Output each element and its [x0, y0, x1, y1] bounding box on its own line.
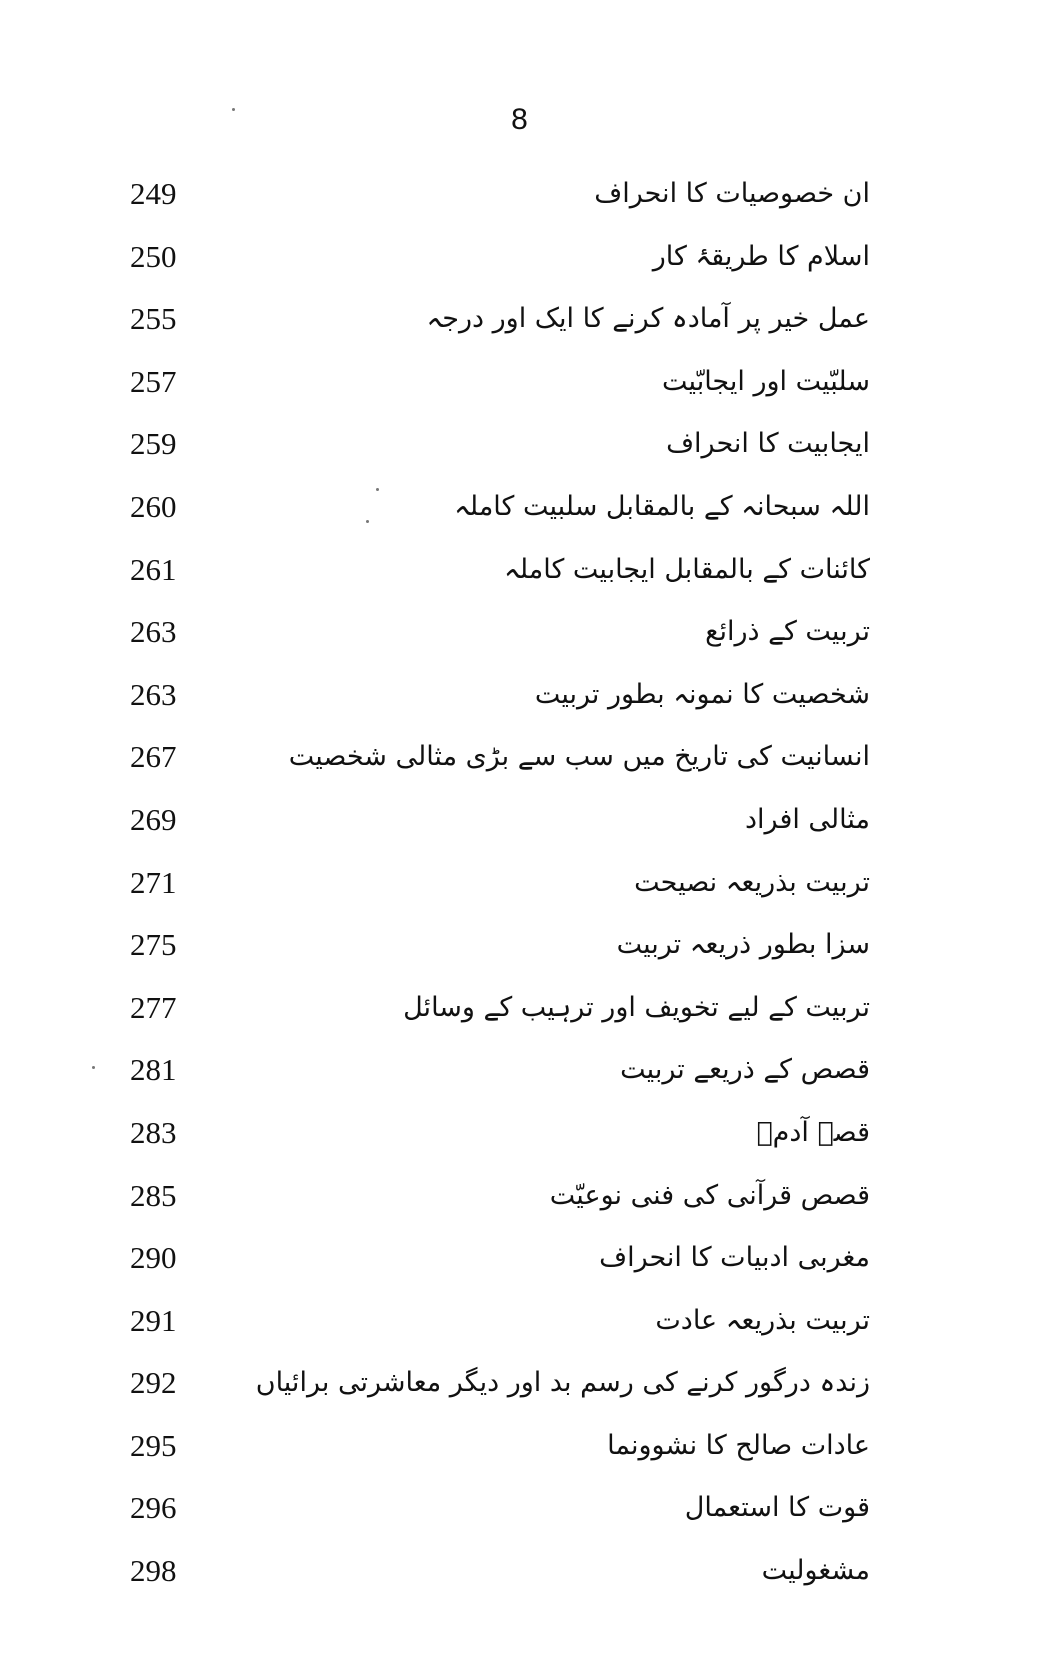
toc-entry	[130, 855, 870, 918]
toc-title: زندہ درگور کرنے کی رسم بد اور دیگر معاشرتی برائیاں	[255, 1367, 870, 1399]
toc-page-number: 295	[130, 1427, 177, 1463]
toc-title: تربیت کے ذرائع	[705, 616, 870, 648]
toc-page-number: 250	[130, 238, 177, 274]
toc-page-number: 260	[130, 488, 177, 524]
toc-entry	[130, 917, 870, 980]
toc-title: تربیت بذریعہ نصیحت	[634, 866, 870, 898]
toc-entry	[130, 1168, 870, 1231]
toc-page-number: 277	[130, 989, 177, 1025]
toc-title: تربیت بذریعہ عادت	[655, 1304, 870, 1336]
toc-page-number: 285	[130, 1177, 177, 1213]
toc-entry	[130, 1042, 870, 1105]
toc-page-number: 269	[130, 801, 177, 837]
toc-page-number: 263	[130, 676, 177, 712]
toc-entry	[130, 416, 870, 479]
toc-title: اللہ سبحانہ کے بالمقابل سلبیت کاملہ	[454, 490, 870, 522]
toc-page-number: 283	[130, 1114, 177, 1150]
toc-page-number: 291	[130, 1302, 177, 1338]
toc-entry	[130, 1418, 870, 1481]
toc-page-number: 271	[130, 864, 177, 900]
toc-entry	[130, 1355, 870, 1418]
toc-page-number: 261	[130, 551, 177, 587]
scan-speck	[232, 108, 235, 111]
toc-entry	[130, 166, 870, 229]
scan-speck	[366, 520, 369, 523]
toc-page-number: 296	[130, 1490, 177, 1526]
toc-entry	[130, 1293, 870, 1356]
toc-page-number: 292	[130, 1365, 177, 1401]
toc-entry	[130, 229, 870, 292]
toc-entry	[130, 792, 870, 855]
toc-title: قصص کے ذریعے تربیت	[620, 1054, 870, 1086]
toc-page-number: 275	[130, 927, 177, 963]
toc-page-number: 290	[130, 1240, 177, 1276]
toc-entry	[130, 667, 870, 730]
scan-speck	[376, 488, 379, 491]
toc-page-number: 259	[130, 426, 177, 462]
toc-title: عمل خیر پر آمادہ کرنے کا ایک اور درجہ	[426, 303, 870, 335]
toc-title: عادات صالح کا نشوونما	[607, 1429, 870, 1461]
toc-title: مثالی افراد	[745, 803, 870, 835]
toc-entry	[130, 604, 870, 667]
toc-title: ایجابیت کا انحراف	[666, 428, 870, 460]
toc-page-number: 267	[130, 739, 177, 775]
toc-page-number: 255	[130, 301, 177, 337]
toc-title: کائنات کے بالمقابل ایجابیت کاملہ	[504, 553, 870, 585]
scan-speck	[92, 1066, 95, 1069]
toc-page-number: 257	[130, 363, 177, 399]
toc-title: سزا بطور ذریعہ تربیت	[616, 929, 870, 961]
toc-entry	[130, 1230, 870, 1293]
toc-title: مغربی ادبیات کا انحراف	[599, 1242, 870, 1274]
toc-title: اسلام کا طریقۂ کار	[652, 240, 870, 272]
toc-title: قوت کا استعمال	[684, 1492, 870, 1524]
toc-entry	[130, 542, 870, 605]
toc-title: قصہ آدمؑ	[756, 1116, 870, 1148]
toc-title: انسانیت کی تاریخ میں سب سے بڑی مثالی شخصیت	[288, 741, 870, 773]
toc-entry	[130, 729, 870, 792]
toc-page-number: 298	[130, 1553, 177, 1589]
toc-entry	[130, 1543, 870, 1606]
toc-page-number: 249	[130, 176, 177, 211]
toc-entry	[130, 291, 870, 354]
toc-title: مشغولیت	[761, 1555, 870, 1587]
toc-entry	[130, 980, 870, 1043]
toc-title: ان خصوصیات کا انحراف	[594, 178, 870, 209]
toc-title: شخصیت کا نمونہ بطور تربیت	[534, 678, 870, 710]
page-number: 8	[511, 103, 528, 136]
toc-page-number: 281	[130, 1052, 177, 1088]
toc-title: سلبّیت اور ایجابّیت	[662, 365, 870, 397]
toc-entry	[130, 479, 870, 542]
toc-entry	[130, 1105, 870, 1168]
toc-entry	[130, 354, 870, 417]
toc-page-number: 263	[130, 614, 177, 650]
toc-title: تربیت کے لیے تخویف اور ترہیب کے وسائل	[403, 991, 870, 1023]
table-of-contents	[130, 166, 870, 1606]
toc-entry	[130, 1480, 870, 1543]
toc-title: قصص قرآنی کی فنی نوعیّت	[549, 1179, 870, 1211]
